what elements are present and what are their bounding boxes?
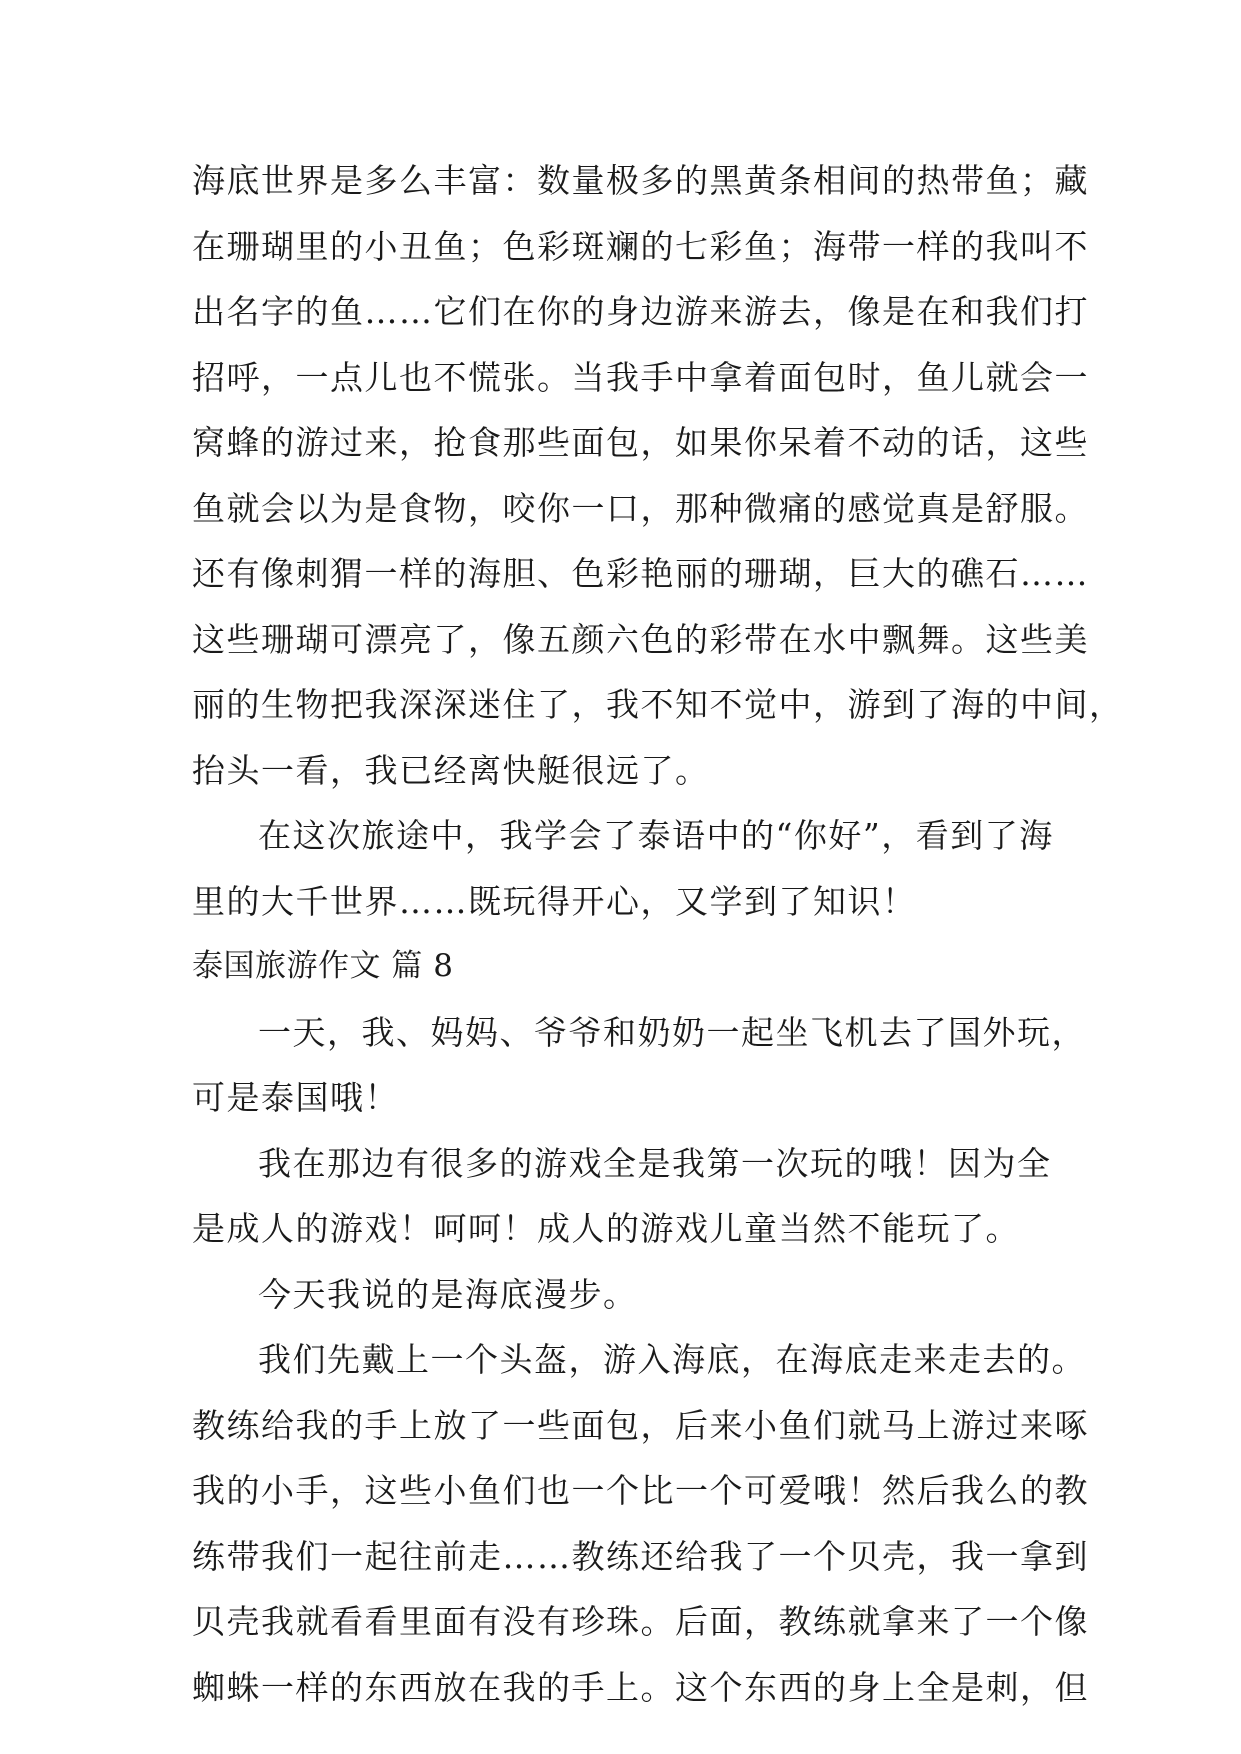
text-line: 还有像刺猬一样的海胆、色彩艳丽的珊瑚，巨大的礁石…… bbox=[192, 554, 1089, 593]
text-line: 这些珊瑚可漂亮了，像五颜六色的彩带在水中飘舞。这些美 bbox=[192, 619, 1089, 659]
text-line: 海底世界是多么丰富：数量极多的黑黄条相间的热带鱼；藏 bbox=[192, 161, 1089, 200]
text-line: 可是泰国哦！ bbox=[192, 1078, 399, 1117]
section-heading: 泰国旅游作文 篇 8 bbox=[192, 948, 454, 984]
paragraph-first-line: 在这次旅途中，我学会了泰语中的“你好”，看到了海 bbox=[258, 816, 1054, 855]
text-line: 里的大千世界……既玩得开心，又学到了知识！ bbox=[192, 881, 917, 921]
text-line: 是成人的游戏！呵呵！成人的游戏儿童当然不能玩了。 bbox=[192, 1209, 1020, 1248]
text-line: 招呼，一点儿也不慌张。当我手中拿着面包时，鱼儿就会一 bbox=[192, 357, 1089, 397]
text-line: 我的小手，这些小鱼们也一个比一个可爱哦！然后我么的教 bbox=[192, 1471, 1089, 1510]
text-line: 在珊瑚里的小丑鱼；色彩斑斓的七彩鱼；海带一样的我叫不 bbox=[192, 226, 1089, 266]
paragraph-first-line: 我们先戴上一个头盔，游入海底，在海底走来走去的。 bbox=[258, 1340, 1086, 1379]
paragraph-first-line: 一天，我、妈妈、爷爷和奶奶一起坐飞机去了国外玩， bbox=[258, 1012, 1086, 1052]
text-line: 窝蜂的游过来，抢食那些面包，如果你呆着不动的话，这些 bbox=[192, 423, 1089, 462]
text-line: 练带我们一起往前走……教练还给我了一个贝壳，我一拿到 bbox=[192, 1536, 1089, 1576]
text-line: 丽的生物把我深深迷住了，我不知不觉中，游到了海的中间， bbox=[192, 685, 1124, 724]
text-line: 教练给我的手上放了一些面包，后来小鱼们就马上游过来啄 bbox=[192, 1405, 1089, 1445]
text-line: 抬头一看，我已经离快艇很远了。 bbox=[192, 750, 710, 790]
document-body bbox=[192, 148, 1124, 1720]
text-line: 出名字的鱼……它们在你的身边游来游去，像是在和我们打 bbox=[192, 292, 1089, 331]
text-line: 鱼就会以为是食物，咬你一口，那种微痛的感觉真是舒服。 bbox=[192, 488, 1089, 528]
text-line: 蜘蛛一样的东西放在我的手上。这个东西的身上全是刺，但 bbox=[192, 1667, 1089, 1707]
paragraph-first-line: 我在那边有很多的游戏全是我第一次玩的哦！因为全 bbox=[258, 1143, 1052, 1183]
paragraph-first-line: 今天我说的是海底漫步。 bbox=[258, 1274, 638, 1314]
text-line: 贝壳我就看看里面有没有珍珠。后面，教练就拿来了一个像 bbox=[192, 1602, 1089, 1641]
